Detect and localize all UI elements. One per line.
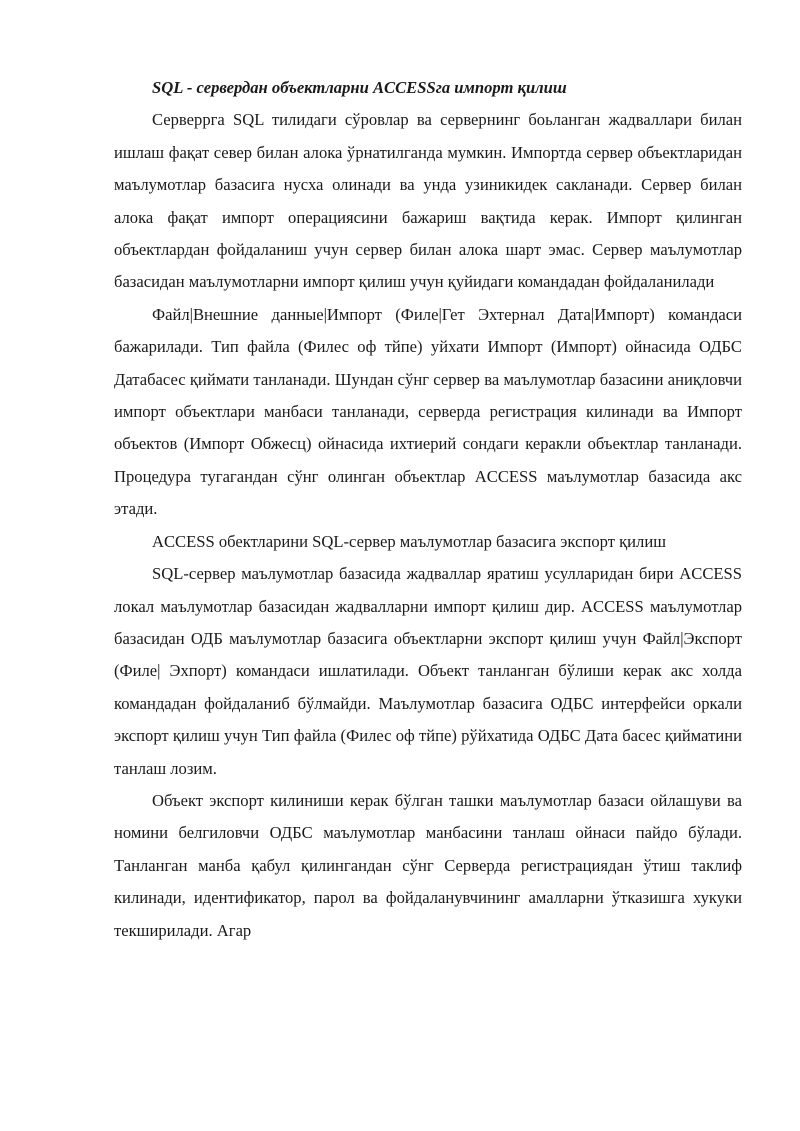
paragraph-1: Серверрга SQL тилидаги сўровлар ва сервернинг боьланган жадваллари билан ишлаш фақат север билан алока ўрнатилганда мумкин. Импортда сервер объектларидан маълумотлар базасига нусха олинади ва унда узиникидек сакланади. Сервер билан алока фақат импорт операциясини бажариш вақтида керак. Импорт қилинган объектлардан фойдаланиш учун сервер билан алока шарт эмас. Сервер маълумотлар базасидан маълумотларни импорт қилиш учун қуйидаги командадан фойдаланилади — [114, 110, 742, 292]
document-page — [114, 72, 742, 947]
paragraph-3: ACCESS обектларини SQL-сервер маълумотлар базасига экспорт қилиш — [152, 531, 666, 551]
section-heading: SQL - сервердан объектларни ACCESSга импорт қилиш — [152, 78, 567, 97]
paragraph-5: Объект экспорт килиниши керак бўлган ташки маълумотлар базаси ойлашуви ва номини белгиловчи ОДБС маълумотлар манбасини танлаш ойнаси пайдо бўлади. Танланган манба қабул қилингандан сўнг Серверда регистрациядан ўтиш таклиф килинади, идентификатор, парол ва фойдаланувчининг амалларни ўтказишга хукуки текширилади. Агар — [114, 790, 742, 940]
paragraph-2: Файл|Внешние данные|Импорт (Филе|Гет Эхтернал Дата|Импорт) командаси бажарилади. Тип файла (Филес оф тйпе) уйхати Импорт (Импорт) ойнасида ОДБС Датабасес қиймати танланади. Шундан сўнг сервер ва маълумотлар базасини аниқловчи импорт объектлари манбаси танланади, серверда регистрация килинади ва Импорт объектов (Импорт Обжесц) ойнасида ихтиерий сондаги керакли объектлар танланади. Процедура тугагандан сўнг олинган объектлар ACCESS маълумотлар базасида акс этади. — [114, 304, 742, 519]
paragraph-4: SQL-сервер маълумотлар базасида жадваллар яратиш усулларидан бири ACCESS локал маълумотлар базасидан жадвалларни импорт қилиш дир. ACCESS маълумотлар базасидан ОДБ маълумотлар базасига объектларни экспорт қилиш учун Файл|Экспорт (Филе| Эхпорт) командаси ишлатилади. Объект танланган бўлиши керак акс холда командадан фойдаланиб бўлмайди. Маълумотлар базасига ОДБС интерфейси оркали экспорт қилиш учун Тип файла (Филес оф тйпе) рўйхатида ОДБС Дата басес қийматини танлаш лозим. — [114, 564, 742, 778]
